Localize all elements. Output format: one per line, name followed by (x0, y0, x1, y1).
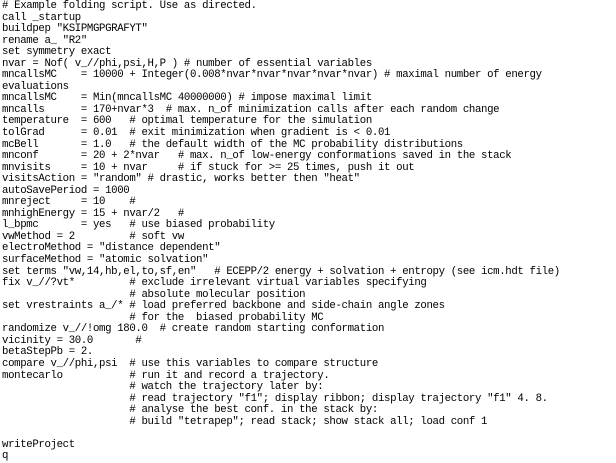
script-line: # for the biased probability MC (2, 311, 324, 324)
script-line: mnhighEnergy = 15 + nvar/2 # (2, 207, 184, 220)
script-line: vicinity = 30.0 # (2, 334, 142, 347)
script-line: l_bpmc = yes # use biased probability (2, 219, 275, 232)
script-line: # read trajectory "f1"; display ribbon; display trajectory "f1" 4. 8. (2, 392, 548, 405)
script-line: mnreject = 10 # (2, 196, 136, 209)
script-line: buildpep "KSIPMGPGRAFYT" (2, 23, 148, 36)
script-line: mcBell = 1.0 # the default width of the MC probability distributions (2, 138, 463, 151)
script-line: randomize v_//!omg 180.0 # create random starting conformation (2, 323, 385, 336)
script-line: # analyse the best conf. in the stack by: (2, 404, 378, 417)
script-line: # absolute molecular position (2, 288, 306, 301)
script-line (2, 428, 616, 440)
script-line: mnconf = 20 + 2*nvar # max. n_of low-energy conformations saved in the stack (2, 150, 512, 163)
script-line: tolGrad = 0.01 # exit minimization when gradient is < 0.01 (2, 127, 391, 140)
script-line: surfaceMethod = "atomic solvation" (2, 254, 209, 267)
script-line: set terms "vw,14,hb,el,to,sf,en" # ECEPP/2 energy + solvation + entropy (see icm.hdt file) (2, 265, 560, 278)
script-line: compare v_//phi,psi # use this variables to compare structure (2, 357, 378, 370)
script-line: electroMethod = "distance dependent" (2, 242, 221, 255)
script-line: writeProject (2, 438, 75, 451)
script-line: mnvisits = 10 + nvar # if stuck for >= 25 times, push it out (2, 161, 415, 174)
script-line: rename a_ "R2" (2, 34, 87, 47)
script-line: # watch the trajectory later by: (2, 381, 324, 394)
script-line: evaluations (2, 80, 69, 93)
script-line: # Example folding script. Use as directed. (2, 0, 257, 12)
script-line: set symmetry exact (2, 46, 112, 59)
script-line: vwMethod = 2 # soft vw (2, 230, 184, 243)
script-line: visitsAction = "random" # drastic, works better then "heat" (2, 173, 360, 186)
script-line: call _startup (2, 11, 81, 24)
script-line: nvar = Nof( v_//phi,psi,H,P ) # number of essential variables (2, 57, 372, 70)
script-line: mncallsMC = Min(mncallsMC 40000000) # impose maximal limit (2, 92, 372, 105)
script-line: fix v_//?vt* # exclude irrelevant virtual variables specifying (2, 277, 427, 290)
script-line: betaStepPb = 2. (2, 346, 93, 359)
script-line: autoSavePeriod = 1000 (2, 184, 130, 197)
script-line: mncalls = 170+nvar*3 # max. n_of minimization calls after each random change (2, 103, 500, 116)
script-line: q (2, 450, 9, 463)
script-line: mncallsMC = 10000 + Integer(0.008*nvar*nvar*nvar*nvar*nvar) # maximal number of energy (2, 69, 542, 82)
script-line: montecarlo # run it and record a trajectory. (2, 369, 330, 382)
script-line: temperature = 600 # optimal temperature for the simulation (2, 115, 372, 128)
script-line: # build "tetrapep"; read stack; show stack all; load conf 1 (2, 415, 488, 428)
script-line: set vrestraints a_/* # load preferred backbone and side-chain angle zones (2, 300, 445, 313)
